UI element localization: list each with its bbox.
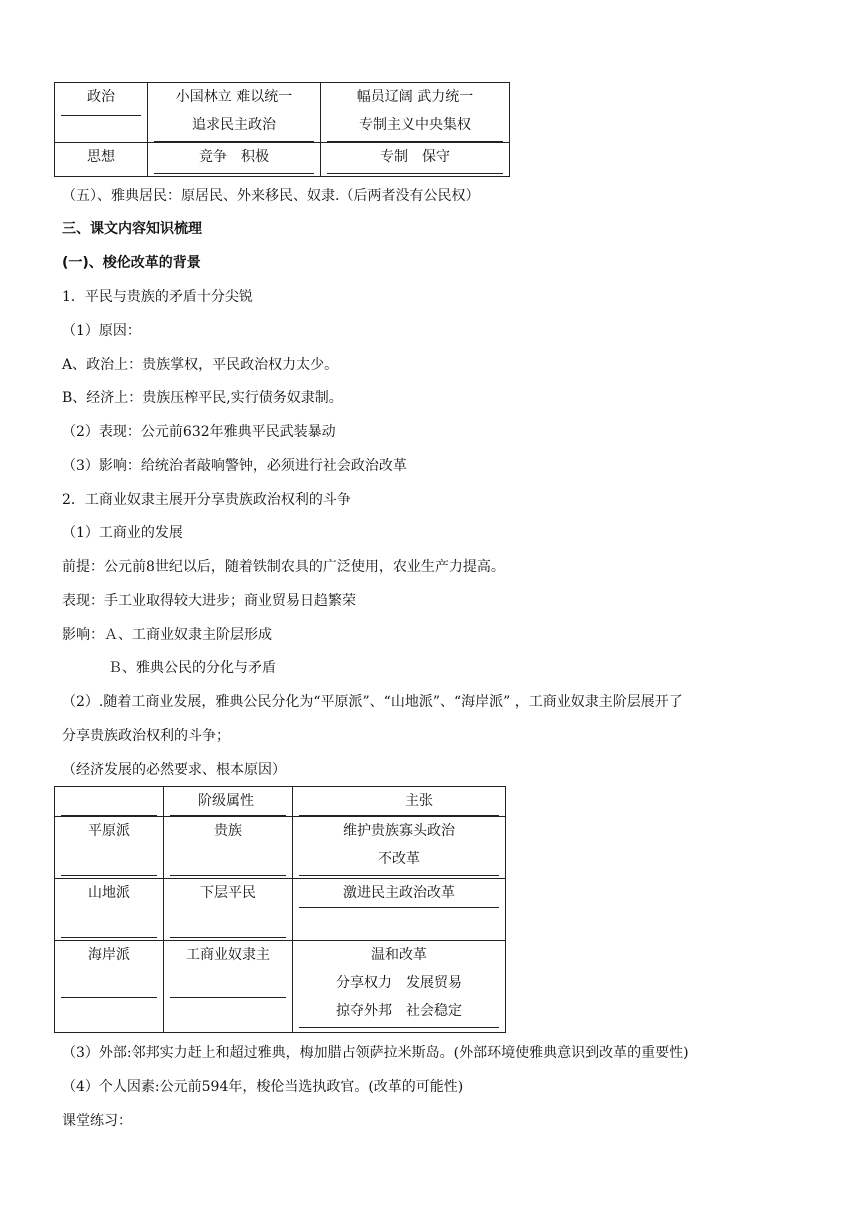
underline xyxy=(61,997,157,998)
faction-claim: 维护贵族寡头政治 xyxy=(343,823,455,839)
underline xyxy=(170,997,286,998)
text-line: （1）原因： xyxy=(62,323,141,339)
header-text: 主张 xyxy=(405,793,433,809)
table-cell xyxy=(293,879,506,941)
underline xyxy=(299,815,499,816)
table-cell xyxy=(55,941,164,1033)
table-row xyxy=(55,143,510,177)
table-row xyxy=(55,817,506,879)
text-line: 分享贵族政治权利的斗争； xyxy=(62,728,230,744)
underline xyxy=(61,937,157,938)
comparison-table xyxy=(54,82,510,177)
table-cell xyxy=(148,83,321,143)
header-text: 阶级属性 xyxy=(198,793,254,809)
text-line: （2）.随着工商业发展，雅典公民分化为“平原派”、“山地派”、“海岸派” ，工商业奴隶主阶层展开了 xyxy=(62,694,683,710)
table-header-cell xyxy=(55,787,164,817)
table-cell xyxy=(55,83,148,143)
section-heading: 三、课文内容知识梳理 xyxy=(62,221,202,237)
underline xyxy=(170,815,286,816)
table-cell xyxy=(55,817,164,879)
table-cell xyxy=(321,143,510,177)
text-line: 2．工商业奴隶主展开分享贵族政治权利的斗争 xyxy=(62,492,351,508)
row-label: 思想 xyxy=(87,149,115,165)
text-line: （4）个人因素:公元前594年，梭伦当选执政官。(改革的可能性) xyxy=(62,1079,464,1095)
cell-text: 小国林立 难以统一 xyxy=(175,89,293,105)
table-cell xyxy=(148,143,321,177)
faction-claim: 激进民主政治改革 xyxy=(343,885,455,901)
table-cell xyxy=(164,817,293,879)
faction-name: 海岸派 xyxy=(88,947,130,963)
table-cell xyxy=(293,817,506,879)
table-cell xyxy=(55,143,148,177)
text-line: （3）影响：给统治者敲响警钟，必须进行社会政治改革 xyxy=(62,458,407,474)
underline xyxy=(61,115,141,116)
table-cell xyxy=(164,941,293,1033)
text-line: 1．平民与贵族的矛盾十分尖锐 xyxy=(62,289,253,305)
text-line: （经济发展的必然要求、根本原因） xyxy=(62,762,286,778)
row-label: 政治 xyxy=(87,89,115,105)
table-header-row xyxy=(55,787,506,817)
residents-line: （五）、雅典居民：原居民、外来移民、奴隶.（后两者没有公民权） xyxy=(62,188,480,204)
cell-text: 专制 保守 xyxy=(380,149,450,165)
faction-claim: 不改革 xyxy=(378,851,420,867)
underline xyxy=(299,907,499,908)
text-line: A、政治上：贵族掌权，平民政治权力太少。 xyxy=(62,357,339,373)
underline xyxy=(154,141,314,142)
cell-text: 幅员辽阔 武力统一 xyxy=(356,89,474,105)
text-line: （1）工商业的发展 xyxy=(62,525,183,541)
table-row xyxy=(55,879,506,941)
text-line: （3）外部:邻邦实力赶上和超过雅典，梅加腊占领萨拉米斯岛。(外部环境使雅典意识到改革的重要性) xyxy=(62,1045,689,1061)
underline xyxy=(170,875,286,876)
faction-name: 山地派 xyxy=(88,885,130,901)
text-line: 影响：Ａ、工商业奴隶主阶层形成 xyxy=(62,627,272,643)
underline xyxy=(170,937,286,938)
underline xyxy=(61,815,157,816)
cell-text: 追求民主政治 xyxy=(192,117,276,133)
cell-text: 竞争 积极 xyxy=(199,149,269,165)
table-cell xyxy=(321,83,510,143)
faction-claim: 分享权力 发展贸易 xyxy=(336,975,462,991)
table-header-cell xyxy=(164,787,293,817)
table-cell xyxy=(293,941,506,1033)
faction-class: 贵族 xyxy=(214,823,242,839)
table-row xyxy=(55,941,506,1033)
exercise-label: 课堂练习： xyxy=(62,1113,132,1129)
underline xyxy=(299,875,499,876)
underline xyxy=(61,875,157,876)
table-row xyxy=(55,83,510,143)
cell-text: 专制主义中央集权 xyxy=(359,117,471,133)
underline xyxy=(154,173,314,174)
faction-claim: 温和改革 xyxy=(371,947,427,963)
table-header-cell xyxy=(293,787,506,817)
subsection-heading: (一)、梭伦改革的背景 xyxy=(62,255,201,271)
faction-class: 下层平民 xyxy=(200,885,256,901)
table-cell xyxy=(55,879,164,941)
text-line: 表现：手工业取得较大进步；商业贸易日趋繁荣 xyxy=(62,593,356,609)
underline xyxy=(327,173,503,174)
faction-class: 工商业奴隶主 xyxy=(186,947,270,963)
text-line: Ｂ、雅典公民的分化与矛盾 xyxy=(108,660,276,676)
factions-table xyxy=(54,786,506,1033)
underline xyxy=(327,141,503,142)
faction-claim: 掠夺外邦 社会稳定 xyxy=(336,1003,462,1019)
text-line: （2）表现：公元前632年雅典平民武装暴动 xyxy=(62,424,336,440)
faction-name: 平原派 xyxy=(88,823,130,839)
text-line: 前提：公元前8世纪以后，随着铁制农具的广泛使用，农业生产力提高。 xyxy=(62,559,505,575)
text-line: B、经济上：贵族压榨平民,实行债务奴隶制。 xyxy=(62,390,343,406)
table-cell xyxy=(164,879,293,941)
underline xyxy=(299,1027,499,1028)
